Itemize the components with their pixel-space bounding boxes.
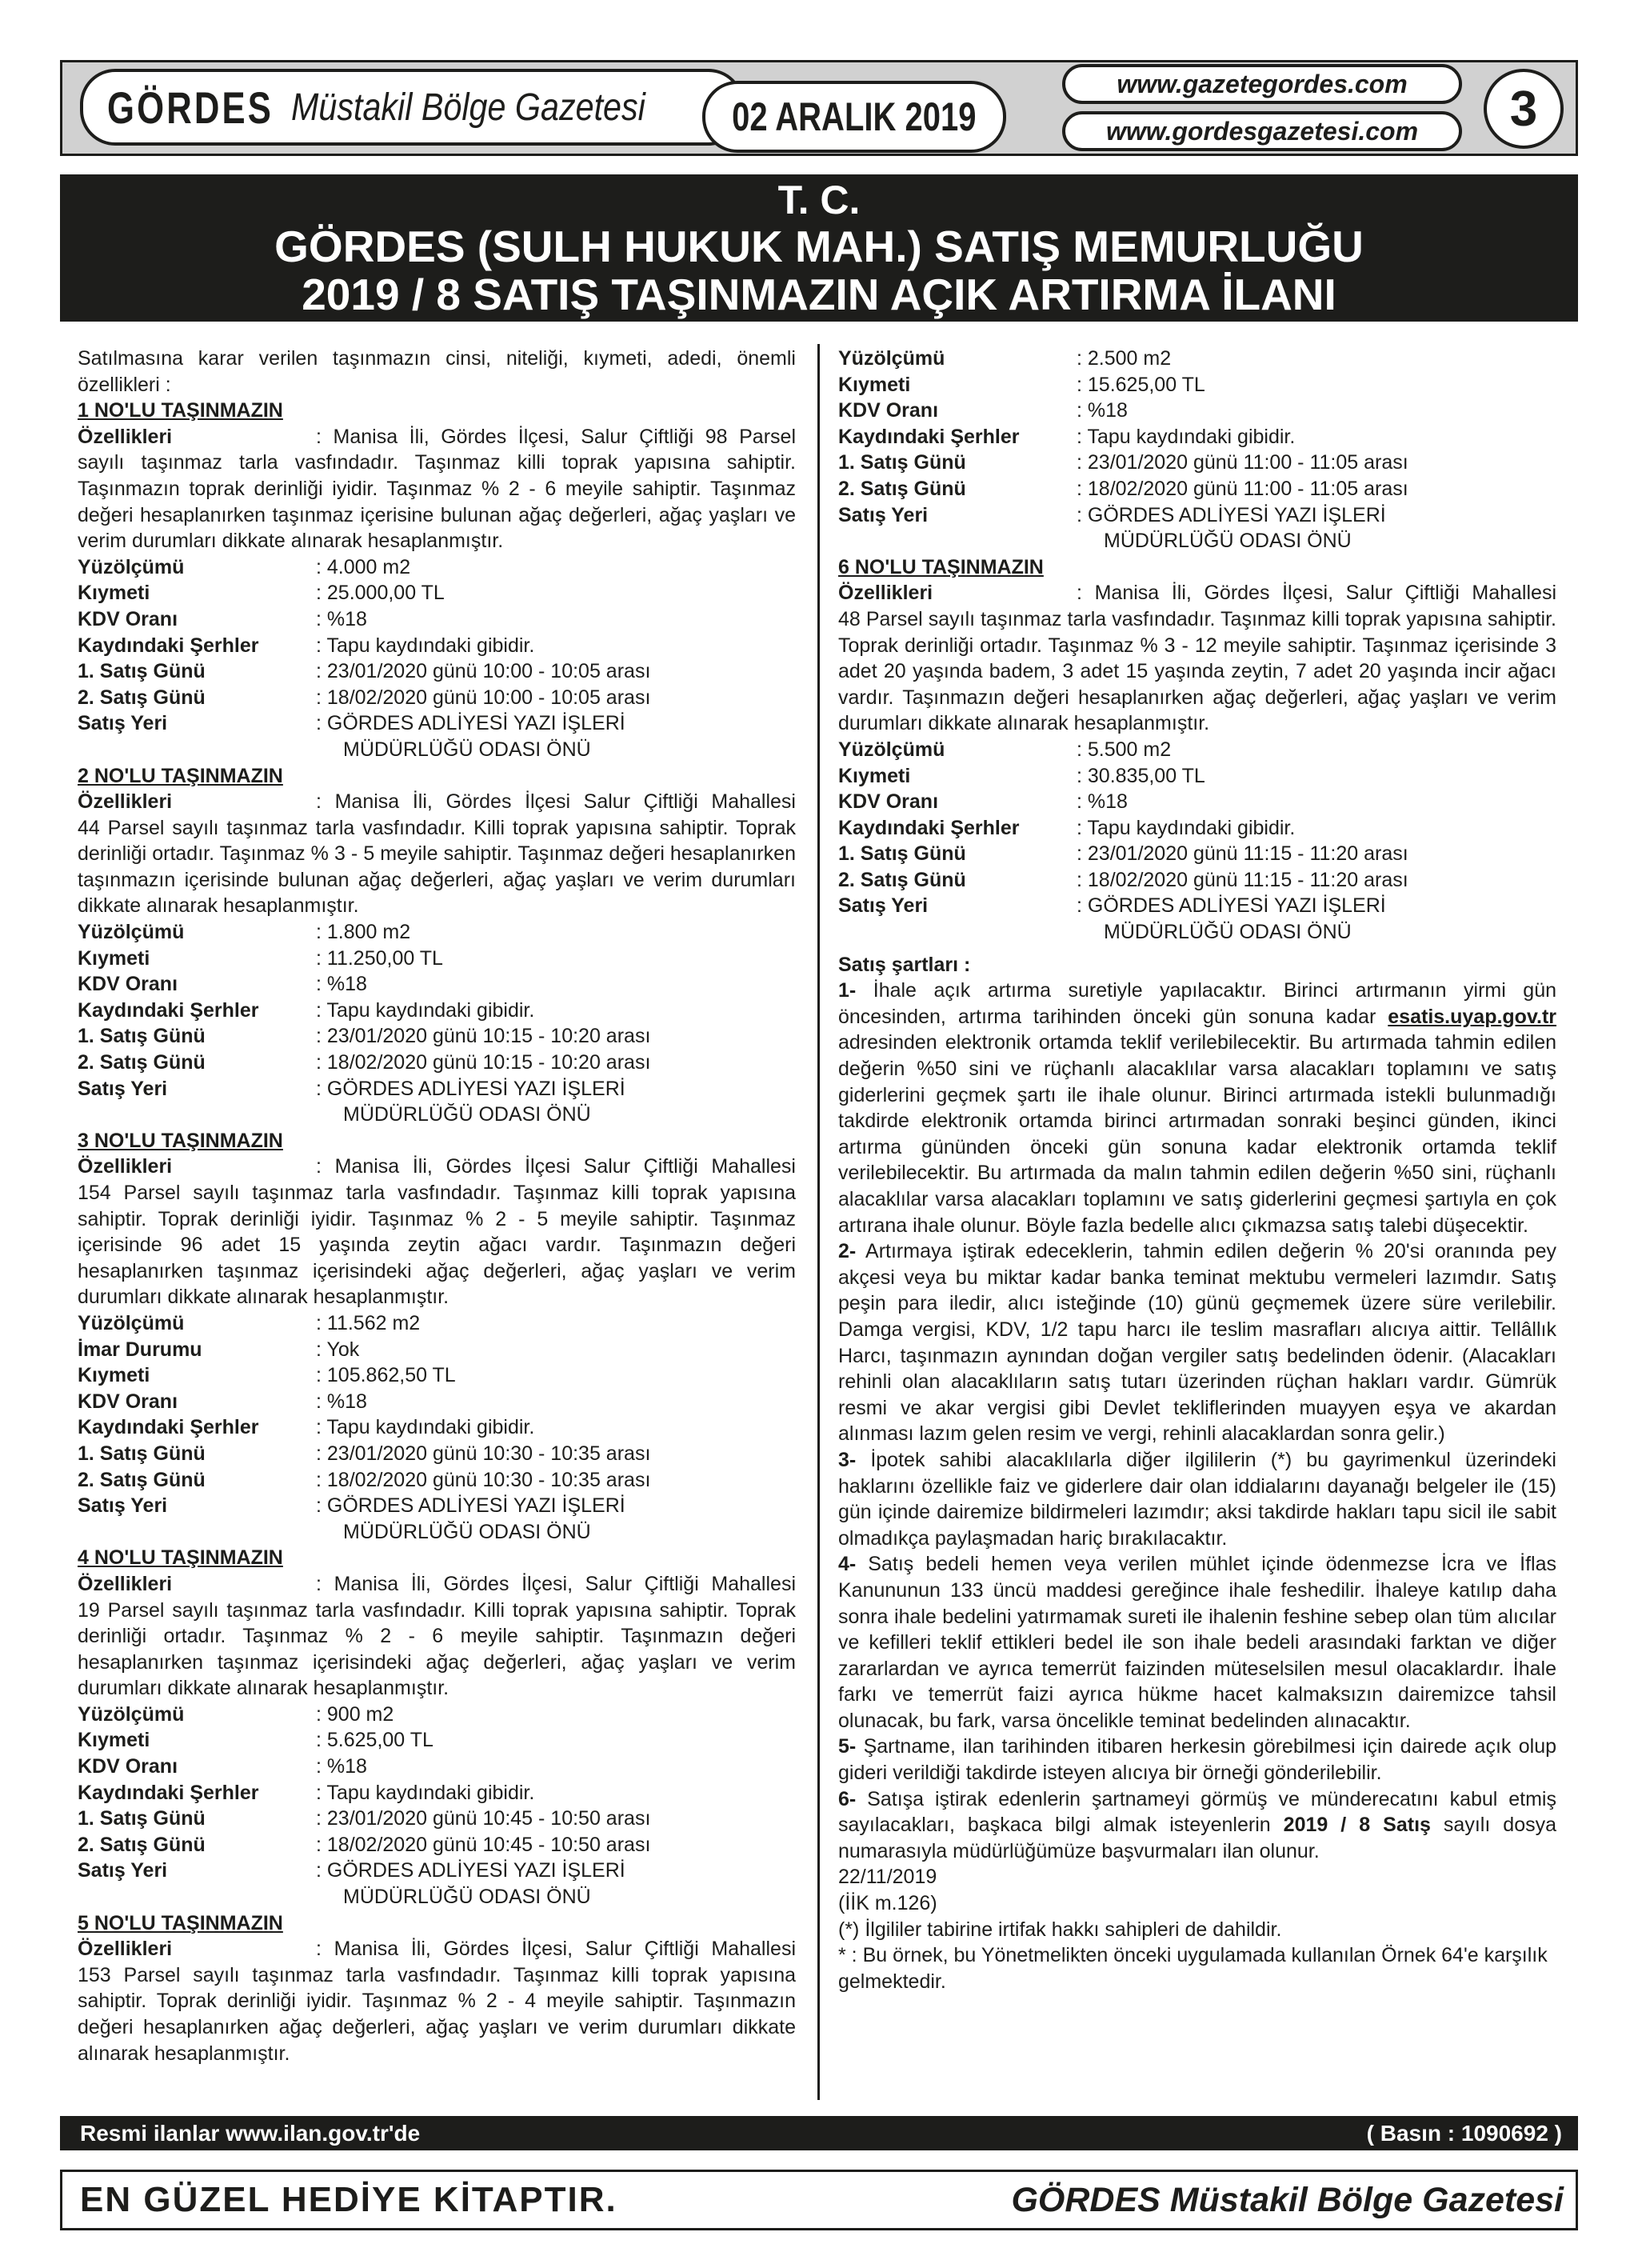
title-line-3: 2019 / 8 SATIŞ TAŞINMAZIN AÇIK ARTIRMA İLANI (302, 270, 1336, 319)
value-satis-gunu-2: : 18/02/2020 günü 11:00 - 11:05 arası (1077, 477, 1408, 500)
footnote-2: * : Bu örnek, bu Yönetmelikten önceki uygulamada kullanılan Örnek 64'e karşılık gelmektedir. (838, 1944, 1548, 1993)
label-satis-yeri: Satış Yeri (78, 712, 168, 735)
masthead (60, 60, 1578, 156)
term-text: sayılı dosya numarasıyla müdürlüğümüze başvurmaları ilan olunur. (838, 1814, 1557, 1862)
label-serhler: Kaydındaki Şerhler (838, 425, 1020, 448)
property-title: 1 NO'LU TAŞINMAZIN (78, 399, 283, 422)
value-kdv: : %18 (316, 1390, 367, 1413)
term-number: 3- (838, 1448, 857, 1471)
value-serhler: : Tapu kaydındaki gibidir. (1077, 816, 1296, 839)
value-yuzolcumu: : 2.500 m2 (1077, 347, 1172, 370)
property-title: 4 NO'LU TAŞINMAZIN (78, 1546, 283, 1570)
value-kiymeti: : 5.625,00 TL (316, 1729, 433, 1752)
value-satis-gunu-1: : 23/01/2020 günü 11:00 - 11:05 arası (1077, 451, 1408, 474)
right-column (838, 346, 1556, 1994)
term-2 (838, 1238, 1556, 1447)
sale-terms (838, 952, 1556, 1995)
ozellik-rest: 154 Parsel sayılı taşınmaz tarla vasfındadır. Taşınmaz killi toprak yapısına sahiptir. Toprak derinliği iyidir. Taşınmaz % 2 - 5 meyile sahiptir. Taşınmaz içerisinde 96 adet 15 yaşında zeytin ağacı vardır. Taşınmazın değeri hesaplanırken taşınmaz içerisindeki ağaç değerleri, ağaç yaşları ve verim durumları dikkate alınarak hesaplanmıştır. (78, 1182, 796, 1309)
value-kiymeti: : 11.250,00 TL (316, 946, 443, 970)
file-number: 2019 / 8 Satış (1283, 1814, 1431, 1837)
label-kdv: KDV Oranı (78, 1755, 178, 1778)
term-1 (838, 978, 1556, 1238)
term-text: adresinden elektronik ortamda teklif verilebilecektir. Bu artırmada tahmin edilen değerin %50 sini ve rüçhanlı alacaklılar varsa alacakları toplamını ve satış giderlerini geçmek şartı ile ihale olunur. Birinci artırmada istekli bulunmadığı takdirde elektronik ortamda birinci artırmadan sonraki beşinci günden, ikinci artırma gününden önceki gün sonuna kadar elektronik ortamda teklif verilebilecektir. Bu artırmada da malın tahmin edilen değerin %50 sini, rüçhanlı alacaklılar varsa alacakları toplamını ve satış giderlerini geçmesi şartıyla en çok artırana ihale olunur. Böyle fazla bedelle alıcı çıkmazsa satış talebi düşecektir. (838, 1031, 1556, 1237)
value-yuzolcumu: : 4.000 m2 (316, 555, 411, 578)
label-ozellik: Özellikleri (78, 790, 173, 814)
label-satis-gunu-2: 2. Satış Günü (838, 868, 966, 891)
label-serhler: Kaydındaki Şerhler (78, 1781, 259, 1804)
label-satis-gunu-1: 1. Satış Günü (78, 660, 206, 683)
label-kiymeti: Kıymeti (78, 946, 150, 970)
footnote-1: (*) İlgililer tabirine irtifak hakkı sahipleri de dahildir. (838, 1918, 1282, 1941)
label-satis-gunu-2: 2. Satış Günü (78, 1051, 206, 1074)
value-yuzolcumu: : 11.562 m2 (316, 1311, 421, 1334)
value-serhler: : Tapu kaydındaki gibidir. (316, 1416, 535, 1439)
label-kdv: KDV Oranı (78, 973, 178, 996)
label-yuzolcumu: Yüzölçümü (78, 555, 185, 578)
announcement-title (60, 174, 1578, 322)
label-yuzolcumu: Yüzölçümü (78, 1702, 185, 1726)
label-satis-yeri: Satış Yeri (78, 1859, 168, 1882)
value-satis-yeri-2: MÜDÜRLÜĞÜ ODASI ÖNÜ (1104, 530, 1352, 553)
label-satis-gunu-2: 2. Satış Günü (78, 686, 206, 709)
ozellik-rest: 153 Parsel sayılı taşınmaz tarla vasfındadır. Taşınmaz killi toprak yapısına sahiptir. Toprak derinliği iyidir. Taşınmaz % 2 - 4 meyile sahiptir. Taşınmazın değeri hesaplanırken ağaç değerleri, ağaç yaşları ve verim durumları dikkate alınarak hesaplanmıştır. (78, 1963, 796, 2065)
page-number: 3 (1484, 69, 1564, 149)
label-ozellik: Özellikleri (78, 1938, 173, 1961)
value-kdv: : %18 (316, 607, 367, 630)
label-yuzolcumu: Yüzölçümü (78, 921, 185, 944)
ozellik-first: : Manisa İli, Gördes İlçesi, Salur Çiftliği Mahallesi (316, 1572, 796, 1595)
property-1 (78, 398, 796, 762)
label-serhler: Kaydındaki Şerhler (78, 1416, 259, 1439)
ozellik-rest: 48 Parsel sayılı taşınmaz tarla vasfındadır. Taşınmaz killi toprak yapısına sahiptir. Toprak derinliği ortadır. Taşınmaz % 3 - 12 meyile sahiptir. Taşınmaz içerisinde 3 adet 20 yaşında badem, 3 adet 15 yaşında zeytin, 7 adet 20 yaşında incir ağacı vardır. Taşınmazın değeri hesaplanırken ağaç değerleri, ağaç yaşları ve verim durumları dikkate alınarak hesaplanmıştır. (838, 607, 1556, 735)
title-line-1: T. C. (777, 178, 861, 222)
value-satis-yeri-2: MÜDÜRLÜĞÜ ODASI ÖNÜ (343, 1103, 591, 1126)
esatis-link[interactable]: esatis.uyap.gov.tr (1388, 1005, 1556, 1028)
label-satis-gunu-2: 2. Satış Günü (838, 477, 966, 500)
label-kdv: KDV Oranı (838, 790, 939, 814)
ozellik-first: : Manisa İli, Gördes İlçesi Salur Çiftliği Mahallesi (316, 1155, 796, 1178)
value-satis-yeri: : GÖRDES ADLİYESİ YAZI İŞLERİ (316, 712, 625, 735)
value-satis-yeri: : GÖRDES ADLİYESİ YAZI İŞLERİ (316, 1859, 625, 1882)
value-satis-gunu-2: : 18/02/2020 günü 10:00 - 10:05 arası (316, 686, 651, 709)
term-text: Satış bedeli hemen veya verilen mühlet içinde ödenmezse İcra ve İflas Kanununun 133 üncü maddesi gereğince ihale feshedilir. İhaleye katılıp daha sonra ihale bedelini yatırmamak sureti ile ihalenin feshine sebep olan tüm alıcılar ve kefilleri teklif ettikleri bedel ile son ihale bedeli arasındaki farktan ve diğer zararlardan ve ayrıca temerrüt faizinden müteselsilen mesul olacaklardır. İhale farkı ve temerrüt faizi ayrıca hükme hacet kalmaksızın dairemizce tahsil olunacak, bu fark, varsa öncelikle teminat bedelinden alınacaktır. (838, 1553, 1556, 1732)
label-kiymeti: Kıymeti (838, 373, 911, 396)
newspaper-name: GÖRDES Müstakil Bölge Gazetesi (1011, 2180, 1564, 2219)
property-title: 3 NO'LU TAŞINMAZIN (78, 1129, 283, 1152)
label-yuzolcumu: Yüzölçümü (838, 347, 945, 370)
term-number: 5- (838, 1735, 857, 1758)
property-5-continued (838, 346, 1556, 554)
resmi-ilan-link[interactable]: Resmi ilanlar www.ilan.gov.tr'de (80, 2120, 421, 2146)
property-4 (78, 1545, 796, 1910)
label-satis-yeri: Satış Yeri (838, 894, 929, 918)
label-satis-gunu-1: 1. Satış Günü (78, 1025, 206, 1048)
value-kiymeti: : 15.625,00 TL (1077, 373, 1205, 396)
brand-name: GÖRDES (107, 82, 274, 133)
law-reference: (İİK m.126) (838, 1892, 937, 1915)
term-number: 1- (838, 979, 857, 1002)
label-satis-gunu-1: 1. Satış Günü (838, 451, 966, 474)
label-yuzolcumu: Yüzölçümü (78, 1311, 185, 1334)
value-kdv: : %18 (316, 973, 367, 996)
ozellik-first: : Manisa İli, Gördes İlçesi Salur Çiftliği Mahallesi (316, 790, 796, 814)
value-serhler: : Tapu kaydındaki gibidir. (316, 634, 535, 657)
property-title: 6 NO'LU TAŞINMAZIN (838, 555, 1044, 578)
value-satis-gunu-2: : 18/02/2020 günü 10:45 - 10:50 arası (316, 1833, 651, 1856)
title-line-2: GÖRDES (SULH HUKUK MAH.) SATIŞ MEMURLUĞU (274, 222, 1364, 271)
property-title: 5 NO'LU TAŞINMAZIN (78, 1911, 283, 1934)
property-2 (78, 763, 796, 1128)
term-number: 2- (838, 1240, 857, 1263)
label-kdv: KDV Oranı (78, 1390, 178, 1413)
term-number: 6- (838, 1787, 857, 1810)
label-kiymeti: Kıymeti (838, 764, 911, 787)
label-kdv: KDV Oranı (838, 399, 939, 422)
brand-pill (80, 69, 744, 146)
announcement-date: 22/11/2019 (838, 1866, 937, 1889)
value-satis-yeri: : GÖRDES ADLİYESİ YAZI İŞLERİ (1077, 503, 1386, 526)
value-kdv: : %18 (1077, 790, 1128, 814)
label-satis-gunu-2: 2. Satış Günü (78, 1468, 206, 1491)
value-yuzolcumu: : 1.800 m2 (316, 921, 411, 944)
term-6 (838, 1786, 1556, 1865)
label-satis-gunu-1: 1. Satış Günü (78, 1807, 206, 1830)
label-satis-gunu-2: 2. Satış Günü (78, 1833, 206, 1856)
website-link-1[interactable]: www.gazetegordes.com (1062, 64, 1462, 104)
label-serhler: Kaydındaki Şerhler (78, 998, 259, 1022)
value-kiymeti: : 25.000,00 TL (316, 582, 445, 605)
ozellik-first: : Manisa İli, Gördes İlçesi, Salur Çiftliği Mahallesi (316, 1938, 796, 1961)
ozellik-rest: 19 Parsel sayılı taşınmaz tarla vasfındadır. Killi toprak yapısına sahiptir. Toprak derinliği ortadır. Taşınmaz % 2 - 6 meyile sahiptir. Taşınmazın değeri hesaplanırken taşınmaz içerisindeki ağaç değerleri, ağaç yaşları ve verim durumları dikkate alınarak hesaplanmıştır. (78, 1598, 796, 1700)
value-kdv: : %18 (316, 1755, 367, 1778)
bottom-banner (60, 2170, 1578, 2230)
value-satis-gunu-1: : 23/01/2020 günü 10:00 - 10:05 arası (316, 660, 651, 683)
value-kiymeti: : 30.835,00 TL (1077, 764, 1205, 787)
ozellik-first: : Manisa İli, Gördes İlçesi, Salur Çiftliği Mahallesi (1077, 582, 1556, 605)
term-text: Satışa iştirak edenlerin şartnameyi görmüş ve münderecatını kabul etmiş sayılacakları, başkaca bilgi almak isteyenlerin (838, 1787, 1556, 1837)
value-satis-yeri-2: MÜDÜRLÜĞÜ ODASI ÖNÜ (343, 1886, 591, 1909)
value-satis-yeri-2: MÜDÜRLÜĞÜ ODASI ÖNÜ (343, 738, 591, 761)
issue-date-text: 02 ARALIK 2019 (732, 94, 977, 139)
value-yuzolcumu: : 900 m2 (316, 1702, 394, 1726)
ozellik-rest: sayılı taşınmaz tarla vasfındadır. Taşınmaz killi toprak yapısına sahiptir. Taşınmazın toprak derinliği iyidir. Taşınmaz % 2 - 6 meyile sahiptir. Taşınmaz değeri hesaplanırken taşınmaz içerisine bulunan ağaç değerleri, ağaç yaşları ve verim durumları dikkate alınarak hesaplanmıştır. (78, 451, 796, 553)
label-satis-gunu-1: 1. Satış Günü (78, 1442, 206, 1465)
label-kiymeti: Kıymeti (78, 582, 150, 605)
term-3 (838, 1447, 1556, 1551)
property-title: 2 NO'LU TAŞINMAZIN (78, 764, 283, 787)
basin-number: ( Basın : 1090692 ) (1366, 2120, 1562, 2146)
label-yuzolcumu: Yüzölçümü (838, 738, 945, 761)
label-satis-gunu-1: 1. Satış Günü (838, 842, 966, 866)
ozellik-first: : Manisa İli, Gördes İlçesi, Salur Çiftliği 98 Parsel (316, 425, 796, 448)
value-satis-gunu-1: : 23/01/2020 günü 10:15 - 10:20 arası (316, 1025, 651, 1048)
label-kiymeti: Kıymeti (78, 1729, 150, 1752)
label-satis-yeri: Satış Yeri (78, 1494, 168, 1518)
website-link-2[interactable]: www.gordesgazetesi.com (1062, 111, 1462, 151)
ozellik-rest: 44 Parsel sayılı taşınmaz tarla vasfındadır. Killi toprak yapısına sahiptir. Toprak derinliği ortadır. Taşınmaz % 3 - 5 meyile sahiptir. Taşınmaz değeri hesaplanırken taşınmazın içerisinde bulunan ağaç değerleri, ağaç yaşları ve verim durumları dikkate alınarak hesaplanmıştır. (78, 816, 796, 918)
value-satis-yeri-2: MÜDÜRLÜĞÜ ODASI ÖNÜ (343, 1520, 591, 1543)
value-satis-yeri: : GÖRDES ADLİYESİ YAZI İŞLERİ (1077, 894, 1386, 918)
property-6 (838, 554, 1556, 946)
slogan: EN GÜZEL HEDİYE KİTAPTIR. (80, 2180, 617, 2219)
value-satis-yeri-2: MÜDÜRLÜĞÜ ODASI ÖNÜ (1104, 921, 1352, 944)
label-serhler: Kaydındaki Şerhler (838, 816, 1020, 839)
value-satis-gunu-2: : 18/02/2020 günü 10:30 - 10:35 arası (316, 1468, 651, 1491)
label-ozellik: Özellikleri (78, 1155, 173, 1178)
value-kiymeti: : 105.862,50 TL (316, 1364, 456, 1387)
term-text: İhale açık artırma suretiyle yapılacaktır. Birinci artırmanın yirmi gün öncesinden, artırma tarihinden önceki gün sonuna kadar (838, 979, 1556, 1028)
label-ozellik: Özellikleri (78, 1572, 173, 1595)
value-serhler: : Tapu kaydındaki gibidir. (316, 1781, 535, 1804)
label-satis-yeri: Satış Yeri (78, 1077, 168, 1100)
value-satis-yeri: : GÖRDES ADLİYESİ YAZI İŞLERİ (316, 1494, 625, 1518)
label-ozellik: Özellikleri (78, 425, 173, 448)
left-column (78, 346, 796, 2066)
intro-text: Satılmasına karar verilen taşınmazın cinsi, niteliği, kıymeti, adedi, önemli özellikleri : (78, 347, 796, 396)
value-satis-gunu-1: : 23/01/2020 günü 10:45 - 10:50 arası (316, 1807, 651, 1830)
value-serhler: : Tapu kaydındaki gibidir. (1077, 425, 1296, 448)
value-satis-gunu-1: : 23/01/2020 günü 10:30 - 10:35 arası (316, 1442, 651, 1465)
label-ozellik: Özellikleri (838, 582, 933, 605)
label-satis-yeri: Satış Yeri (838, 503, 929, 526)
value-satis-gunu-2: : 18/02/2020 günü 11:15 - 11:20 arası (1077, 868, 1408, 891)
brand-subtitle: Müstakil Bölge Gazetesi (291, 86, 645, 129)
term-5 (838, 1734, 1556, 1786)
value-satis-gunu-2: : 18/02/2020 günü 10:15 - 10:20 arası (316, 1051, 651, 1074)
label-imar: İmar Durumu (78, 1338, 202, 1361)
column-divider (817, 344, 820, 2100)
label-kiymeti: Kıymeti (78, 1364, 150, 1387)
value-imar: : Yok (316, 1338, 360, 1361)
term-text: Artırmaya iştirak edeceklerin, tahmin edilen değerin % 20'si oranında pey akçesi veya bu miktar kadar banka teminat mektubu vermeleri lazımdır. Satış peşin para iledir, alıcı isteğinde (10) günü geçmemek üzere süre verilebilir. Damga vergisi, KDV, 1/2 tapu harcı ile teslim masrafları alıcıya aittir. Tellâllık Harcı, taşınmazın aynından doğan vergiler satış bedelinden ödenir. (Alacakları rehinli olan alacaklıların satış tutarı üzerinden rüçhan hakları vardır. Gümrük resmi ve akar vergisi gibi Devlet tekliflerinden muayyen eşya ve akardan alınması lazım gelen resim ve vergi, rehinli alacaklardan sonra gelir.) (838, 1240, 1556, 1446)
property-3 (78, 1128, 796, 1546)
term-text: Şartname, ilan tarihinden itibaren herkesin görebilmesi için dairede açık olup gideri verildiği takdirde isteyen alıcıya bir örneği gönderilebilir. (838, 1735, 1556, 1785)
value-satis-gunu-1: : 23/01/2020 günü 11:15 - 11:20 arası (1077, 842, 1408, 866)
label-serhler: Kaydındaki Şerhler (78, 634, 259, 657)
issue-date (702, 81, 1006, 153)
value-satis-yeri: : GÖRDES ADLİYESİ YAZI İŞLERİ (316, 1077, 625, 1100)
official-notice-bar (60, 2116, 1578, 2150)
term-text: İpotek sahibi alacaklılarla diğer ilgililerin (*) bu gayrimenkul üzerindeki haklarını özellikle faiz ve giderlere dair olan iddialarını dayanağı belgeler ile (15) gün içinde dairemize bildirmeleri lazımdır; aksi takdirde hakları tapu sicil ile sabit olmadıkça paylaşmadan hariç bırakılacaktır. (838, 1448, 1556, 1550)
label-kdv: KDV Oranı (78, 607, 178, 630)
value-kdv: : %18 (1077, 399, 1128, 422)
term-number: 4- (838, 1553, 857, 1576)
property-5 (78, 1910, 796, 2067)
value-yuzolcumu: : 5.500 m2 (1077, 738, 1172, 761)
value-serhler: : Tapu kaydındaki gibidir. (316, 998, 535, 1022)
terms-heading: Satış şartları : (838, 953, 971, 976)
term-4 (838, 1551, 1556, 1734)
